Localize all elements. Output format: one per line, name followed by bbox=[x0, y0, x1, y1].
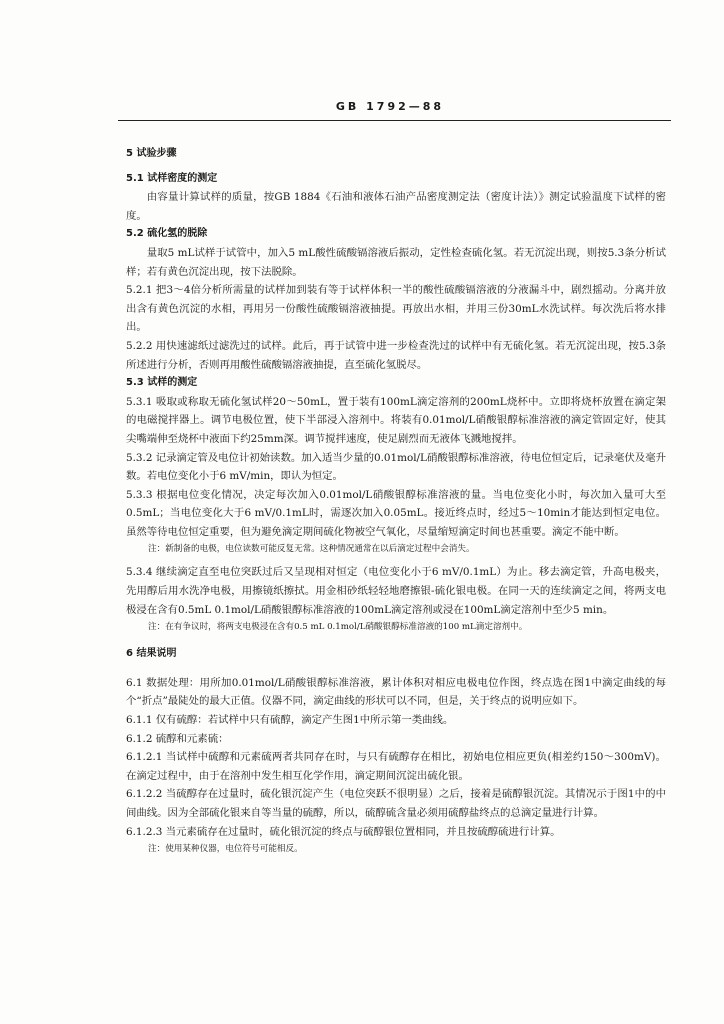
section-6-1: 6.1 数据处理：用所加0.01mol/L硝酸银醇标准溶液，累计体积对相应电极电位作图，终点选在图1中滴定曲线的每个“折点”最陡处的最大正值。仪器不同，滴定曲线的形状可以不同，但是，关于终点的说明应如下。 bbox=[126, 676, 666, 708]
document-body bbox=[126, 145, 666, 857]
header-rule bbox=[118, 120, 671, 121]
section-5-3-3: 5.3.3 根据电位变化情况，决定每次加入0.01mol/L硝酸银醇标准溶液的量。当电位变化小时，每次加入量可大至0.5mL；当电位变化大于6 mV/0.1mL时，需逐次加入0.05mL。接近终点时，经过5～10min才能达到恒定电位。虽然等待电位恒定重要，但为避免滴定期间硫化物被空气氧化，尽量缩短滴定时间也甚重要。滴定不能中断。 bbox=[126, 488, 666, 538]
section-6-1-2-1: 6.1.2.1 当试样中硫醇和元素硫两者共同存在时，与只有硫醇存在相比，初始电位相应更负(相差约150～300mV)。在滴定过程中，由于在溶剂中发生相互化学作用，滴定期间沉淀出硫化银。 bbox=[126, 751, 666, 782]
standard-code-header: GB 1792—88 bbox=[335, 100, 445, 113]
section-6-1-2-2: 6.1.2.2 当硫醇存在过量时，硫化银沉淀产生（电位突跃不很明显）之后，接着是硫醇银沉淀。其情况示于图1中的中间曲线。因为全部硫化银来自等当量的硫醇，所以，硫醇硫含量必须用硫醇盐终点的总滴定量进行计算。 bbox=[126, 788, 666, 819]
section-5-2-heading: 5.2 硫化氢的脱除 bbox=[126, 228, 208, 240]
section-6-1-2-3: 6.1.2.3 当元素硫存在过量时，硫化银沉淀的终点与硫醇银位置相同，并且按硫醇硫进行计算。 bbox=[126, 825, 561, 838]
note-dispute: 注：在有争议时，将两支电极浸在含有0.5 mL 0.1mol/L硝酸银醇标准溶液的100 mL滴定溶剂中。 bbox=[148, 622, 528, 633]
section-5-3-heading: 5.3 试样的测定 bbox=[126, 377, 198, 389]
section-5-2-2: 5.2.2 用快速滤纸过滤洗过的试样。此后，再于试管中进一步检查洗过的试样中有无硫化氢。若无沉淀出现，按5.3条所述进行分析，否则再用酸性硫酸镉溶液抽提，直至硫化氢脱尽。 bbox=[126, 339, 666, 371]
section-6-1-1: 6.1.1 仅有硫醇：若试样中只有硫醇，滴定产生图1中所示第一类曲线。 bbox=[126, 714, 454, 727]
section-6-heading: 6 结果说明 bbox=[126, 648, 177, 660]
note-polarity: 注：使用某种仪器，电位符号可能相反。 bbox=[148, 844, 303, 855]
section-5-3-4: 5.3.4 继续滴定直至电位突跃过后又呈现相对恒定（电位变化小于6 mV/0.1mL）为止。移去滴定管，升高电极夹，先用醇后用水洗净电极，用擦镜纸擦拭。用金相砂纸轻轻地磨擦银-硫化银电极。在同一天的连续滴定之间，将两支电极浸在含有0.5mL 0.1mol/L硝酸银醇标准溶液的100mL滴定溶剂或浸在100mL滴定溶剂中至少5 min。 bbox=[126, 566, 666, 616]
section-5-1-text: 由容量计算试样的质量，按GB 1884《石油和液体石油产品密度测定法（密度计法）》测定试验温度下试样的密度。 bbox=[126, 191, 666, 222]
section-5-1-heading: 5.1 试样密度的测定 bbox=[126, 172, 218, 184]
section-5-heading: 5 试验步骤 bbox=[126, 148, 177, 159]
section-5-2-text: 量取5 mL试样于试管中，加入5 mL酸性硫酸镉溶液后振动，定性检查硫化氢。若无沉淀出现，则按5.3条分析试样；若有黄色沉淀出现，按下法脱除。 bbox=[126, 246, 666, 278]
section-5-3-1: 5.3.1 吸取或称取无硫化氢试样20～50mL，置于装有100mL滴定溶剂的200mL烧杯中。立即将烧杯放置在滴定架的电磁搅拌器上。调节电极位置，使下半部浸入溶剂中。将装有0.01mol/L硝酸银醇标准溶液的滴定管固定好，使其尖嘴端伸至烧杯中液面下约25mm深。调节搅拌速度，使足剧烈而无液体飞溅地搅拌。 bbox=[126, 395, 666, 445]
note-electrode: 注：新制备的电极，电位读数可能反复无常。这种情况通常在以后滴定过程中会消失。 bbox=[148, 544, 475, 555]
spacer bbox=[126, 664, 666, 674]
section-6-1-2: 6.1.2 硫醇和元素硫： bbox=[126, 732, 229, 745]
section-5-2-1: 5.2.1 把3～4倍分析所需量的试样加到装有等于试样体积一半的酸性硫酸镉溶液的分液漏斗中，剧烈摇动。分离并放出含有黄色沉淀的水相，再用另一份酸性硫酸镉溶液抽提。再放出水相，并用三份30mL水洗试样。每次洗后将水排出。 bbox=[126, 284, 666, 334]
section-5-3-2: 5.3.2 记录滴定管及电位计初始读数。加入适当少量的0.01mol/L硝酸银醇标准溶液，待电位恒定后，记录毫伏及毫升数。若电位变化小于6 mV/min，即认为恒定。 bbox=[126, 451, 666, 483]
spacer bbox=[126, 635, 666, 645]
